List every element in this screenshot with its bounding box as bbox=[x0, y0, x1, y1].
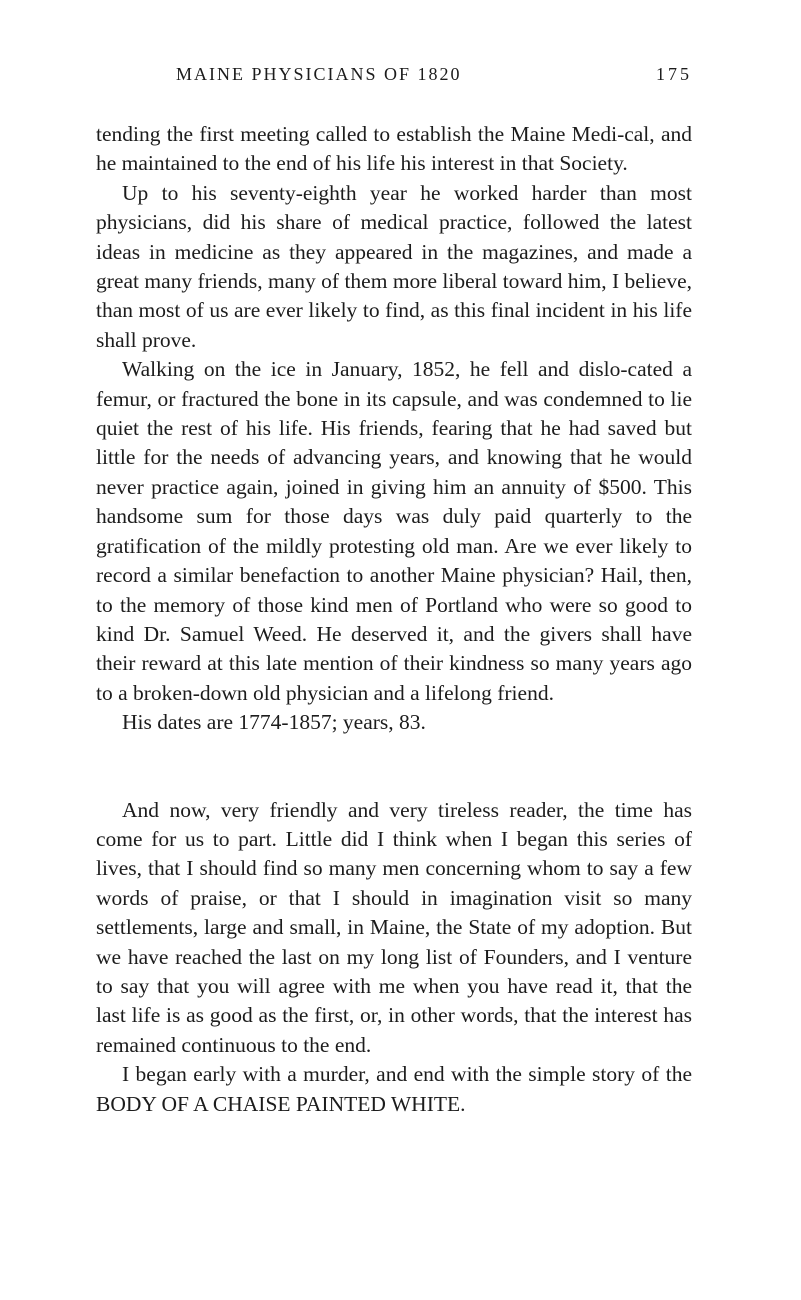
running-head bbox=[176, 64, 692, 94]
paragraph-closing: I began early with a murder, and end with the simple story of the BODY OF A CHAISE PAINTED WHITE. bbox=[96, 1062, 692, 1116]
paragraph-farewell: And now, very friendly and very tireless reader, the time has come for us to part. Little did I think when I began this series of lives, that I should find so many men concerning whom to say a few words of praise, or that I should in imagination visit so many settlements, large and small, in Maine, the State of my adoption. But we have reached the last on my long list of Founders, and I venture to say that you will agree with me when you have read it, that the last life is as good as the first, or, in other words, that the interest has remained continuous to the end. bbox=[96, 797, 692, 1057]
page-number: 175 bbox=[656, 64, 692, 84]
paragraph-continuation: tending the first meeting called to establish the Maine Medi-cal, and he maintained to the end of his life his interest in that Society. bbox=[96, 122, 692, 176]
paragraph-accident-annuity: Walking on the ice in January, 1852, he fell and dislo-cated a femur, or fractured the bone in its capsule, and was condemned to lie quiet the rest of his life. His friends, fearing that he had saved but little for the needs of advancing years, and knowing that he would never practice again, joined in giving him an annuity of $500. This handsome sum for those days was duly paid quarterly to the gratification of the mildly protesting old man. Are we ever likely to record a similar benefaction to another Maine physician? Hail, then, to the memory of those kind men of Portland who were so good to kind Dr. Samuel Weed. He deserved it, and the givers shall have their reward at this late mention of their kindness so many years ago to a broken-down old physician and a lifelong friend. bbox=[96, 357, 692, 705]
running-title: MAINE PHYSICIANS OF 1820 bbox=[176, 64, 462, 84]
paragraph-dates: His dates are 1774-1857; years, 83. bbox=[122, 710, 426, 735]
body-text bbox=[96, 120, 692, 1119]
paragraph-practice: Up to his seventy-eighth year he worked harder than most physicians, did his share of medical practice, followed the latest ideas in medicine as they appeared in the magazines, and made a great many friends, many of them more liberal toward him, I believe, than most of us are ever likely to find, as this final incident in his life shall prove. bbox=[96, 180, 692, 352]
section-break bbox=[96, 738, 692, 796]
